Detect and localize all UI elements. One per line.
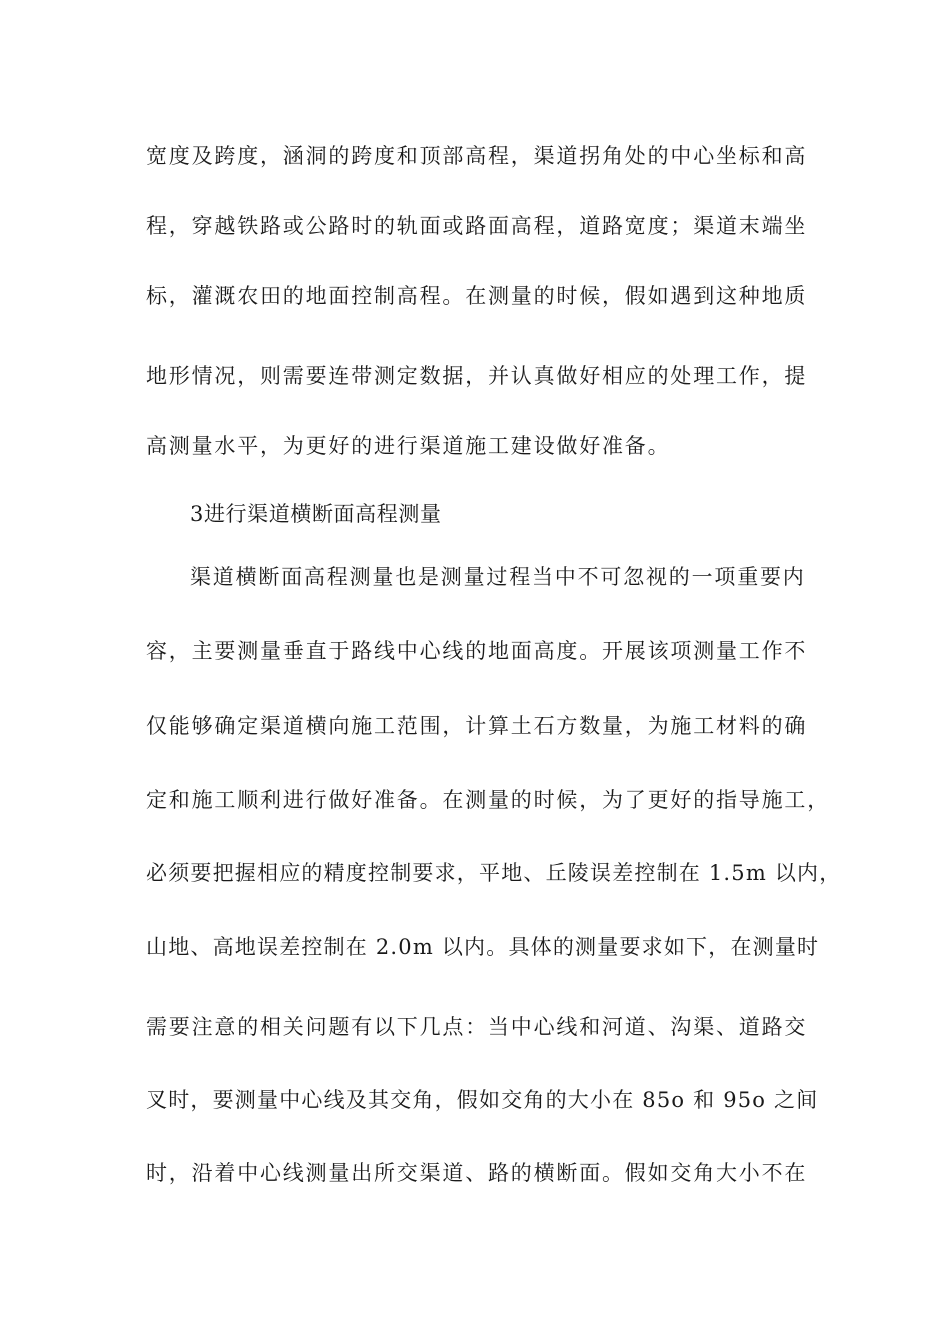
paragraph2-line-1: 渠道横断面高程测量也是测量过程当中不可忽视的一项重要内 — [190, 565, 806, 589]
paragraph2-line-8: 叉时，要测量中心线及其交角，假如交角的大小在 85o 和 95o 之间 — [146, 1088, 819, 1112]
paragraph2-line-3: 仅能够确定渠道横向施工范围，计算土石方数量，为施工材料的确 — [146, 714, 808, 738]
paragraph2-line-9: 时，沿着中心线测量出所交渠道、路的横断面。假如交角大小不在 — [146, 1161, 808, 1185]
paragraph1-line-5: 高测量水平，为更好的进行渠道施工建设做好准备。 — [146, 434, 671, 458]
paragraph1-line-3: 标，灌溉农田的地面控制高程。在测量的时候，假如遇到这种地质 — [146, 284, 808, 308]
paragraph1-line-4: 地形情况，则需要连带测定数据，并认真做好相应的处理工作，提 — [146, 364, 808, 388]
paragraph1-line-2: 程，穿越铁路或公路时的轨面或路面高程，道路宽度；渠道末端坐 — [146, 214, 808, 238]
paragraph2-line-7: 需要注意的相关问题有以下几点：当中心线和河道、沟渠、道路交 — [146, 1015, 808, 1039]
paragraph2-line-4: 定和施工顺利进行做好准备。在测量的时候，为了更好的指导施工， — [146, 788, 830, 812]
paragraph2-line-5: 必须要把握相应的精度控制要求，平地、丘陵误差控制在 1.5m 以内， — [146, 861, 842, 885]
paragraph2-line-6: 山地、高地误差控制在 2.0m 以内。具体的测量要求如下，在测量时 — [146, 935, 820, 959]
paragraph2-line-2: 容，主要测量垂直于路线中心线的地面高度。开展该项测量工作不 — [146, 639, 808, 663]
paragraph1-line-1: 宽度及跨度，涵洞的跨度和顶部高程，渠道拐角处的中心坐标和高 — [146, 144, 808, 168]
section-heading: 3进行渠道横断面高程测量 — [190, 502, 442, 526]
